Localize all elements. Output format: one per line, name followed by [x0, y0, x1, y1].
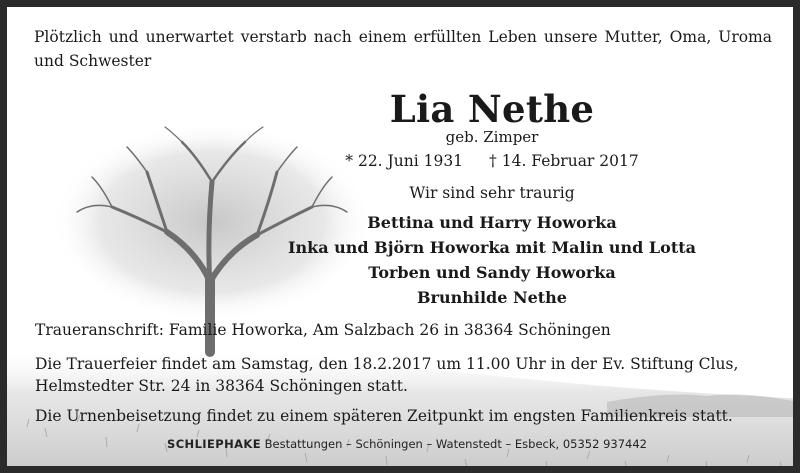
- ceremony-details: Die Trauerfeier findet am Samstag, den 18.2.2017 um 11.00 Uhr in der Ev. Stiftung Clus, Helmstedter Str. 24 in 38364 Schöningen statt.: [35, 355, 739, 395]
- death-date: † 14. Februar 2017: [489, 152, 639, 170]
- funeral-home-footer: [7, 437, 800, 451]
- family-member: Bettina und Harry Howorka: [367, 213, 617, 232]
- mourning-address: Traueranschrift: Familie Howorka, Am Salzbach 26 in 38364 Schöningen: [35, 321, 611, 339]
- family-member: Torben und Sandy Howorka: [368, 263, 616, 282]
- mourning-line: Wir sind sehr traurig: [409, 184, 575, 202]
- deceased-name: Lia Nethe: [389, 87, 595, 131]
- life-dates: [177, 152, 800, 170]
- funeral-home-name: SCHLIEPHAKE: [167, 437, 261, 451]
- funeral-home-details: Bestattungen – Schöningen – Watenstedt – Esbeck, 05352 937442: [264, 437, 647, 451]
- urn-burial-note: Die Urnenbeisetzung findet zu einem späteren Zeitpunkt im engsten Familienkreis statt.: [35, 407, 733, 425]
- birth-date: * 22. Juni 1931: [345, 152, 464, 170]
- family-member: Inka und Björn Howorka mit Malin und Lotta: [288, 238, 696, 257]
- family-list: [177, 210, 800, 310]
- family-member: Brunhilde Nethe: [417, 288, 567, 307]
- birth-name: geb. Zimper: [445, 128, 539, 146]
- intro-text: Plötzlich und unerwartet verstarb nach einem erfüllten Leben unsere Mutter, Oma, Uroma und Schwester: [34, 28, 772, 70]
